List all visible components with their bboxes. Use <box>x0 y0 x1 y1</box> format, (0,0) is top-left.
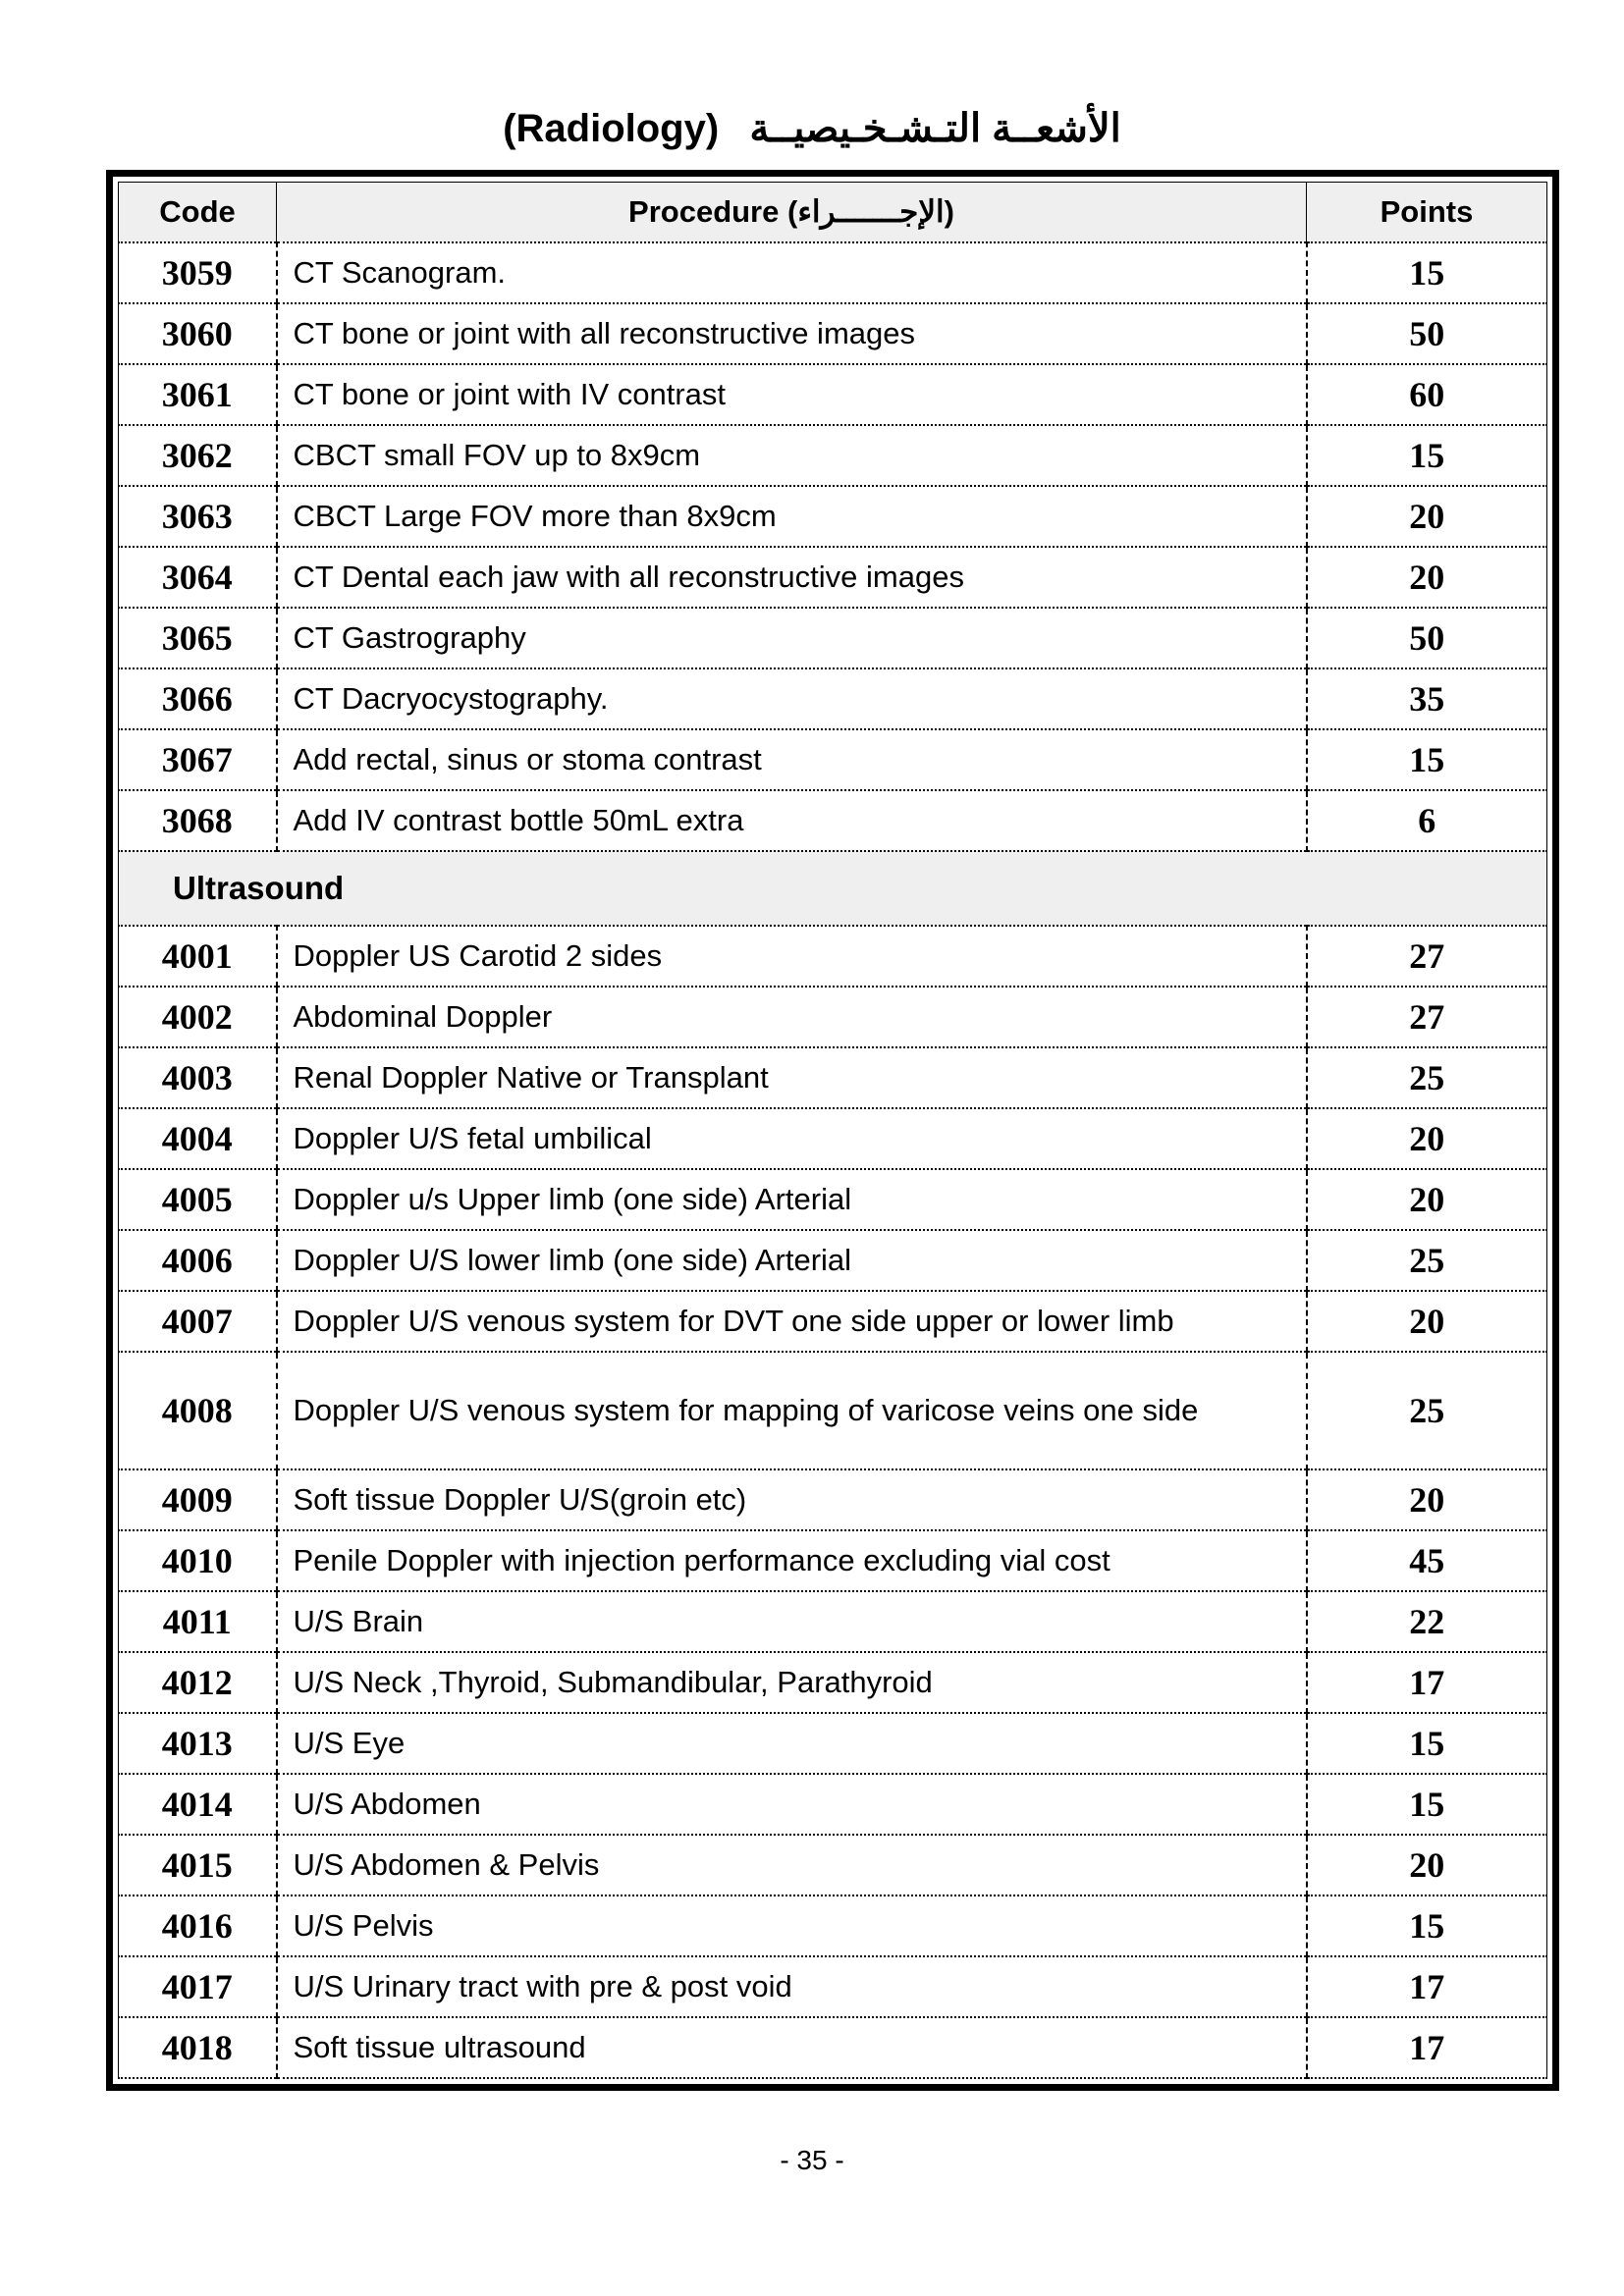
table-header-row <box>119 183 1547 243</box>
table-row <box>119 1652 1547 1713</box>
points-cell: 6 <box>1307 790 1547 851</box>
code-cell: 4005 <box>119 1169 277 1230</box>
code-cell: 3067 <box>119 729 277 790</box>
points-cell: 45 <box>1307 1530 1547 1591</box>
code-cell: 4006 <box>119 1230 277 1291</box>
table-row <box>119 1713 1547 1774</box>
table-row <box>119 668 1547 729</box>
procedure-cell: Doppler U/S venous system for mapping of varicose veins one side <box>277 1352 1307 1469</box>
procedure-cell: Soft tissue ultrasound <box>277 2017 1307 2078</box>
code-cell: 3065 <box>119 608 277 668</box>
code-cell: 3066 <box>119 668 277 729</box>
code-cell: 4004 <box>119 1108 277 1169</box>
points-cell: 50 <box>1307 303 1547 364</box>
code-cell: 4008 <box>119 1352 277 1469</box>
table-row <box>119 790 1547 851</box>
table-row <box>119 303 1547 364</box>
points-cell: 20 <box>1307 1108 1547 1169</box>
code-cell: 4010 <box>119 1530 277 1591</box>
title-arabic: الأشعــة التـشـخـيصيــة <box>749 107 1121 150</box>
points-cell: 20 <box>1307 486 1547 547</box>
page-title <box>0 106 1624 151</box>
points-cell: 25 <box>1307 1047 1547 1108</box>
procedure-cell: Renal Doppler Native or Transplant <box>277 1047 1307 1108</box>
points-cell: 15 <box>1307 1896 1547 1956</box>
points-cell: 22 <box>1307 1591 1547 1652</box>
procedure-cell: CT Dental each jaw with all reconstructive images <box>277 547 1307 608</box>
points-cell: 17 <box>1307 1652 1547 1713</box>
points-cell: 20 <box>1307 1291 1547 1352</box>
code-cell: 3068 <box>119 790 277 851</box>
table-body <box>119 242 1547 2078</box>
table-row <box>119 1169 1547 1230</box>
procedures-table-frame <box>106 170 1559 2091</box>
procedure-cell: Add rectal, sinus or stoma contrast <box>277 729 1307 790</box>
points-cell: 20 <box>1307 547 1547 608</box>
procedure-cell: U/S Neck ,Thyroid, Submandibular, Parathyroid <box>277 1652 1307 1713</box>
code-cell: 3062 <box>119 425 277 486</box>
code-cell: 4007 <box>119 1291 277 1352</box>
points-cell: 20 <box>1307 1469 1547 1530</box>
procedure-cell: Add IV contrast bottle 50mL extra <box>277 790 1307 851</box>
table-row <box>119 987 1547 1047</box>
code-cell: 4015 <box>119 1835 277 1896</box>
title-english: (Radiology) <box>503 107 720 150</box>
header-points: Points <box>1307 183 1547 243</box>
code-cell: 3064 <box>119 547 277 608</box>
procedure-cell: CT Gastrography <box>277 608 1307 668</box>
code-cell: 4003 <box>119 1047 277 1108</box>
procedure-cell: U/S Brain <box>277 1591 1307 1652</box>
table-row <box>119 1530 1547 1591</box>
points-cell: 60 <box>1307 364 1547 425</box>
procedure-cell: CBCT small FOV up to 8x9cm <box>277 425 1307 486</box>
points-cell: 15 <box>1307 1713 1547 1774</box>
code-cell: 4002 <box>119 987 277 1047</box>
table-row <box>119 1469 1547 1530</box>
points-cell: 15 <box>1307 729 1547 790</box>
procedure-cell: Doppler u/s Upper limb (one side) Arterial <box>277 1169 1307 1230</box>
procedure-cell: CT Dacryocystography. <box>277 668 1307 729</box>
points-cell: 15 <box>1307 425 1547 486</box>
points-cell: 35 <box>1307 668 1547 729</box>
code-cell: 3063 <box>119 486 277 547</box>
table-row <box>119 729 1547 790</box>
table-row <box>119 1047 1547 1108</box>
procedure-cell: U/S Pelvis <box>277 1896 1307 1956</box>
procedure-cell: CBCT Large FOV more than 8x9cm <box>277 486 1307 547</box>
table-row <box>119 1108 1547 1169</box>
table-row <box>119 1291 1547 1352</box>
procedure-cell: Doppler U/S venous system for DVT one side upper or lower limb <box>277 1291 1307 1352</box>
points-cell: 20 <box>1307 1169 1547 1230</box>
table-row <box>119 1835 1547 1896</box>
code-cell: 4016 <box>119 1896 277 1956</box>
section-heading: Ultrasound <box>119 851 1547 926</box>
points-cell: 15 <box>1307 1774 1547 1835</box>
points-cell: 15 <box>1307 242 1547 303</box>
points-cell: 20 <box>1307 1835 1547 1896</box>
code-cell: 4014 <box>119 1774 277 1835</box>
page-number: - 35 - <box>780 2145 844 2175</box>
table-row <box>119 486 1547 547</box>
procedure-cell: U/S Abdomen <box>277 1774 1307 1835</box>
procedure-cell: CT bone or joint with IV contrast <box>277 364 1307 425</box>
procedure-cell: U/S Eye <box>277 1713 1307 1774</box>
code-cell: 4011 <box>119 1591 277 1652</box>
procedure-cell: Penile Doppler with injection performance excluding vial cost <box>277 1530 1307 1591</box>
table-row <box>119 1352 1547 1469</box>
table-row <box>119 1896 1547 1956</box>
points-cell: 25 <box>1307 1230 1547 1291</box>
code-cell: 3059 <box>119 242 277 303</box>
section-row <box>119 851 1547 926</box>
code-cell: 4001 <box>119 926 277 987</box>
header-code: Code <box>119 183 277 243</box>
points-cell: 50 <box>1307 608 1547 668</box>
procedure-cell: U/S Urinary tract with pre & post void <box>277 1956 1307 2017</box>
procedure-cell: Abdominal Doppler <box>277 987 1307 1047</box>
table-row <box>119 608 1547 668</box>
table-row <box>119 1591 1547 1652</box>
procedure-cell: Doppler U/S lower limb (one side) Arterial <box>277 1230 1307 1291</box>
code-cell: 3060 <box>119 303 277 364</box>
code-cell: 4012 <box>119 1652 277 1713</box>
table-row <box>119 242 1547 303</box>
code-cell: 4017 <box>119 1956 277 2017</box>
code-cell: 4013 <box>119 1713 277 1774</box>
procedure-cell: CT Scanogram. <box>277 242 1307 303</box>
table-row <box>119 547 1547 608</box>
procedure-cell: Doppler U/S fetal umbilical <box>277 1108 1307 1169</box>
code-cell: 3061 <box>119 364 277 425</box>
procedures-table <box>118 182 1547 2079</box>
table-row <box>119 2017 1547 2078</box>
header-procedure: Procedure (الإجـــــــراء) <box>277 183 1307 243</box>
procedure-cell: Doppler US Carotid 2 sides <box>277 926 1307 987</box>
table-row <box>119 1956 1547 2017</box>
code-cell: 4018 <box>119 2017 277 2078</box>
table-row <box>119 425 1547 486</box>
points-cell: 17 <box>1307 1956 1547 2017</box>
table-row <box>119 926 1547 987</box>
points-cell: 25 <box>1307 1352 1547 1469</box>
procedure-cell: CT bone or joint with all reconstructive images <box>277 303 1307 364</box>
table-row <box>119 1230 1547 1291</box>
points-cell: 27 <box>1307 987 1547 1047</box>
code-cell: 4009 <box>119 1469 277 1530</box>
procedure-cell: Soft tissue Doppler U/S(groin etc) <box>277 1469 1307 1530</box>
points-cell: 27 <box>1307 926 1547 987</box>
table-row <box>119 364 1547 425</box>
procedure-cell: U/S Abdomen & Pelvis <box>277 1835 1307 1896</box>
points-cell: 17 <box>1307 2017 1547 2078</box>
table-row <box>119 1774 1547 1835</box>
